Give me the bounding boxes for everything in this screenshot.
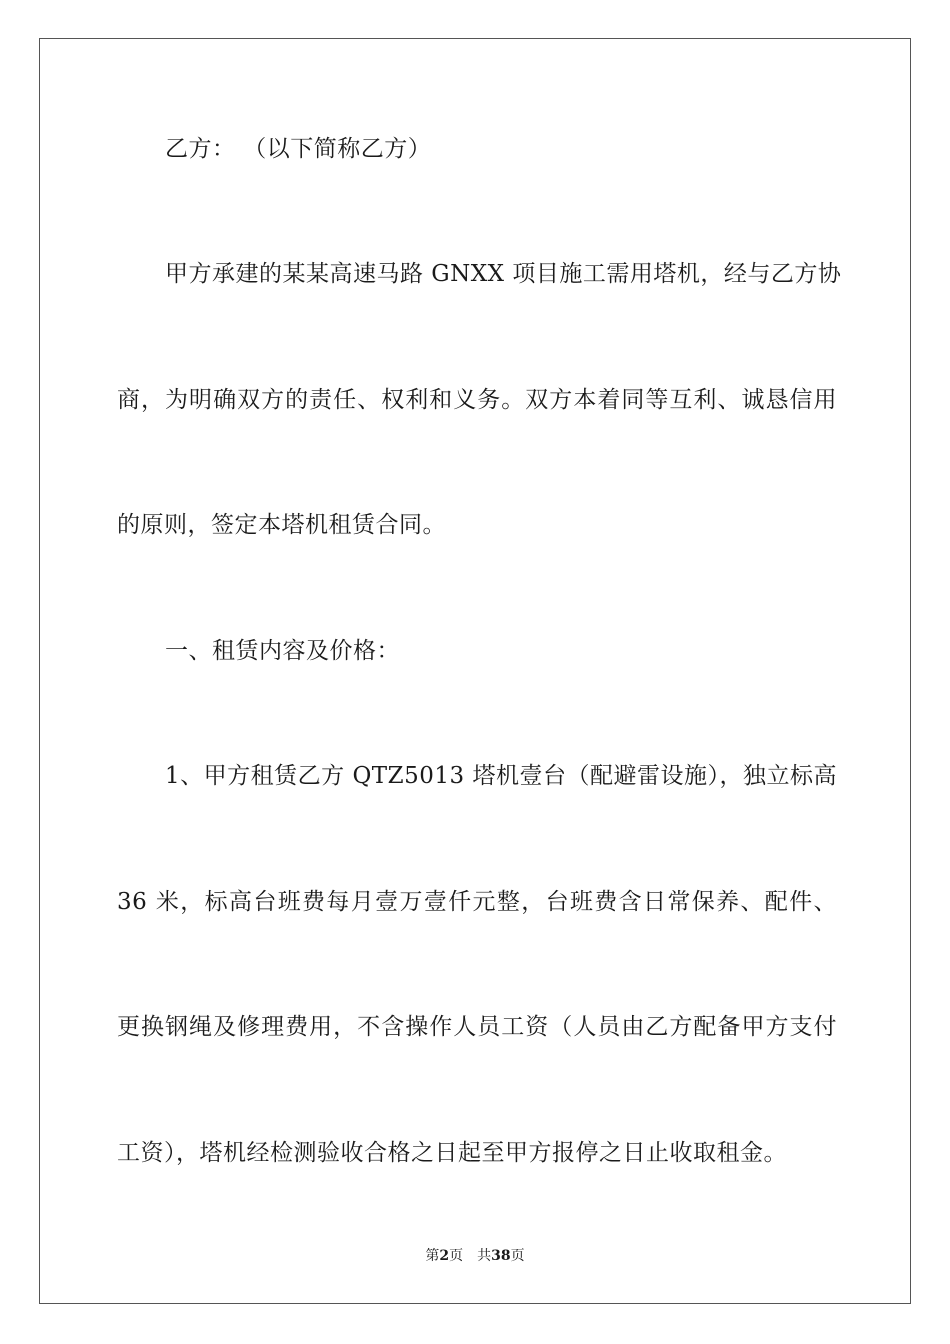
clause-line: 更换钢绳及修理费用，不含操作人员工资（人员由乙方配备甲方支付: [117, 1014, 837, 1040]
section-heading: 一、租赁内容及价格：: [165, 638, 400, 664]
footer-total-prefix: 共: [477, 1248, 492, 1264]
body-paragraph-line: 的原则，签定本塔机租赁合同。: [117, 512, 446, 538]
page-border: [39, 38, 911, 1304]
body-paragraph-line: 商，为明确双方的责任、权利和义务。双方本着同等互利、诚恳信用: [117, 387, 837, 413]
clause-line: 1、甲方租赁乙方 QTZ5013 塔机壹台（配避雷设施），独立标高: [165, 763, 837, 789]
footer-total-suffix: 页: [510, 1248, 525, 1264]
clause-line: 36 米，标高台班费每月壹万壹仟元整，台班费含日常保养、配件、: [117, 889, 837, 915]
clause-line: 工资），塔机经检测验收合格之日起至甲方报停之日止收取租金。: [117, 1140, 787, 1166]
footer-total-number: 38: [491, 1248, 511, 1264]
footer-page-number: 2: [439, 1248, 450, 1264]
footer-page-prefix: 第: [425, 1248, 440, 1264]
party-b-line: 乙方： （以下简称乙方）: [165, 136, 432, 162]
footer-page-suffix: 页: [449, 1248, 464, 1264]
body-paragraph-line: 甲方承建的某某高速马路 GNXX 项目施工需用塔机，经与乙方协: [165, 261, 842, 287]
page-footer: [0, 1247, 950, 1265]
